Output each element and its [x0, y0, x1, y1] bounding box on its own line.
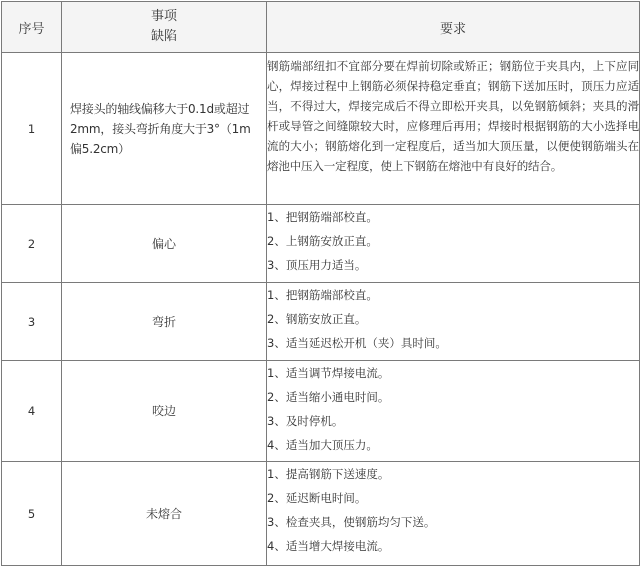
header-index: 序号	[2, 2, 62, 53]
requirement-step: 2、上钢筋安放正直。	[267, 234, 378, 248]
header-item-label: 事项	[150, 9, 177, 24]
requirement-step: 3、适当延迟松开机（夹）具时间。	[267, 336, 447, 350]
header-item-defect	[62, 2, 267, 53]
row-defect: 咬边	[62, 361, 267, 462]
requirement-step: 3、顶压用力适当。	[267, 258, 367, 272]
row-index: 5	[2, 462, 62, 566]
row-defect: 焊接头的轴线偏移大于0.1d或超过2mm，接头弯折角度大于3°（1m偏5.2cm）	[62, 53, 267, 205]
requirement-step: 4、适当加大顶压力。	[267, 438, 378, 452]
row-index: 1	[2, 53, 62, 205]
requirement-step: 1、适当调节焊接电流。	[267, 366, 390, 380]
requirement-step: 3、及时停机。	[267, 414, 344, 428]
requirement-step: 2、适当缩小通电时间。	[267, 390, 390, 404]
requirement-step: 4、适当增大焊接电流。	[267, 539, 390, 553]
row-requirement	[267, 205, 640, 283]
requirement-step: 1、把钢筋端部校直。	[267, 288, 378, 302]
table-row	[2, 205, 640, 283]
requirement-step: 2、延迟断电时间。	[267, 491, 367, 505]
row-requirement: 钢筋端部纽扣不宜部分要在焊前切除或矫正；钢筋位于夹具内，上下应同心，焊接过程中上钢筋必须保持稳定垂直；钢筋下送加压时，顶压力应适当，不得过大，焊接完成后不得立即松开夹具，以免钢筋倾斜；夹具的滑杆或导管之间缝隙较大时，应修理后再用；焊接时根据钢筋的大小选择电流的大小；钢筋熔化到一定程度后，适当加大顶压量，以便使钢筋端头在熔池中压入一定程度，使上下钢筋在熔池中有良好的结合。	[267, 53, 640, 205]
header-requirement: 要求	[267, 2, 640, 53]
row-defect: 弯折	[62, 283, 267, 361]
row-defect: 偏心	[62, 205, 267, 283]
row-requirement	[267, 283, 640, 361]
table-row	[2, 462, 640, 566]
requirement-step: 1、把钢筋端部校直。	[267, 210, 378, 224]
requirement-step: 3、检查夹具，使钢筋均匀下送。	[267, 515, 436, 529]
requirement-step: 2、钢筋安放正直。	[267, 312, 367, 326]
defect-requirements-table	[1, 1, 640, 566]
table-row	[2, 53, 640, 205]
table-row	[2, 361, 640, 462]
header-defect-label: 缺陷	[150, 29, 177, 44]
row-defect: 未熔合	[62, 462, 267, 566]
row-index: 3	[2, 283, 62, 361]
table-row	[2, 283, 640, 361]
row-index: 4	[2, 361, 62, 462]
table-header-row	[2, 2, 640, 53]
row-requirement	[267, 361, 640, 462]
row-index: 2	[2, 205, 62, 283]
row-requirement	[267, 462, 640, 566]
requirement-step: 1、提高钢筋下送速度。	[267, 467, 390, 481]
